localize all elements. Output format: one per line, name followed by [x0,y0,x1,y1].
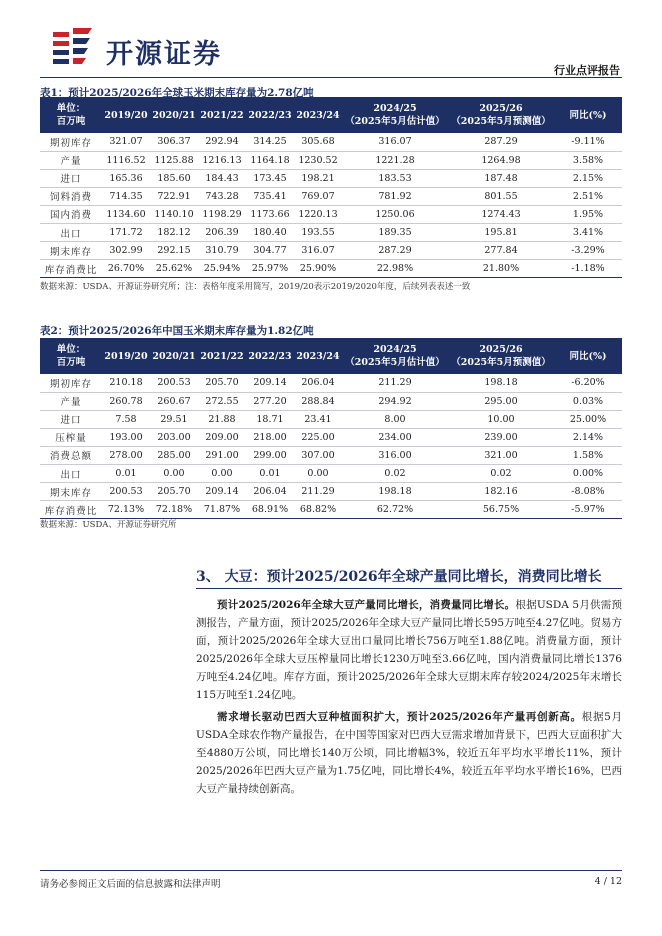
page-number: 4 / 12 [594,876,622,887]
table-cell: 198.18 [378,486,412,498]
row-label: 期初库存 [49,137,92,149]
table-cell: 193.00 [109,431,143,443]
table-cell: 2.14% [572,431,604,443]
row-label: 库存消费比 [44,505,98,517]
table-cell: 180.40 [253,227,287,239]
table2-body [40,374,622,519]
year-header: 2023/24 [296,109,340,121]
table-cell: 801.55 [484,190,518,202]
table-row [40,446,622,464]
table-cell: 22.98% [376,263,414,275]
table-row [40,392,622,410]
table-row [40,223,622,241]
table-row [40,133,622,151]
table1-title: 表1：预计2025/2026年全球玉米期末库存量为2.78亿吨 [40,87,314,99]
table-cell: 1230.52 [298,154,338,166]
table-row [40,242,622,260]
table-cell: 3.41% [572,227,604,239]
table-cell: 26.70% [107,263,145,275]
year-header: 2019/20 [104,109,148,121]
table-cell: 321.07 [109,136,143,148]
table-cell: 292.15 [157,245,191,257]
year-header: 2023/24 [296,350,340,362]
table1-source: 数据来源：USDA、开源证券研究所；注：表格年度采用简写，2019/20表示2019/2020年度，后续列表表述一致 [40,282,471,292]
table-cell: 287.29 [484,136,518,148]
footer-disclaimer: 请务必参阅正文后面的信息披露和法律声明 [40,879,221,890]
table-cell: 218.00 [253,431,287,443]
table-cell: 0.00 [163,468,185,480]
table-cell: 277.84 [484,245,518,257]
table-row [40,464,622,482]
table-cell: 287.29 [378,245,412,257]
table-cell: 1173.66 [250,208,290,220]
row-label: 饲料消费 [49,192,92,204]
table-cell: 182.12 [157,227,191,239]
table-cell: 743.28 [205,190,239,202]
page-header [40,18,622,78]
table-cell: 294.92 [378,395,412,407]
table-cell: 8.00 [384,413,406,425]
table-cell: 68.82% [299,504,337,516]
table-cell: 225.00 [301,431,335,443]
paragraph [196,596,622,704]
table-cell: 2.15% [572,172,604,184]
row-label: 压榨量 [55,433,87,445]
table-cell: 173.45 [253,172,287,184]
table-cell: 314.25 [253,136,287,148]
paragraph-body: 根据USDA 5月供需预测报告，产量方面，预计2025/2026年全球大豆产量同比增长595万吨至4.27亿吨。贸易方面，预计2025/2026年全球大豆出口量同比增长756万吨至1.88亿吨。消费量方面，预计2025/2026年全球大豆压榨量同比增长1230万吨至3.66亿吨，国内消费量同比增长1376万吨至4.24亿吨。库存方面，预计2025/2026年全球大豆期末库存较2024/2025年末增长115万吨至1.24亿吨。 [196,599,623,701]
table-cell: 0.02 [490,468,512,480]
paragraph [196,708,622,798]
table-cell: 239.00 [484,431,518,443]
year-header: 2020/21 [152,350,196,362]
table-cell: 1274.43 [481,208,521,220]
table-cell: 25.94% [203,263,241,275]
table-cell: 1198.29 [202,208,242,220]
table-cell: 0.03% [572,395,604,407]
table-header-row [40,97,622,133]
table-cell: 185.60 [157,172,191,184]
table-cell: 0.00 [307,468,329,480]
table-cell: 68.91% [251,504,289,516]
table-cell: 260.67 [157,395,191,407]
table-cell: 1134.60 [106,208,146,220]
table-cell: 278.00 [109,449,143,461]
report-type-label: 行业点评报告 [554,64,620,77]
table-cell: 316.00 [378,449,412,461]
year-header: 2020/21 [152,109,196,121]
row-label: 期初库存 [49,378,92,390]
table-cell: 1264.98 [481,154,521,166]
table-row [40,428,622,446]
table-cell: 260.78 [109,395,143,407]
table-cell: 187.48 [484,172,518,184]
table-cell: -1.18% [571,263,605,275]
table-cell: 285.00 [157,449,191,461]
row-label: 期末库存 [49,246,92,258]
table-cell: 25.97% [251,263,289,275]
table-cell: 25.90% [299,263,337,275]
year-header: 2022/23 [248,350,292,362]
table-cell: 1140.10 [154,208,194,220]
table-cell: 198.18 [484,377,518,389]
table-cell: 0.00 [211,468,233,480]
table-cell: 310.79 [205,245,239,257]
table-cell: 1216.13 [202,154,242,166]
row-label: 进口 [60,415,82,427]
paragraph-body: 根据5月USDA全球农作物产量报告，在中国等国家对巴西大豆需求增加背景下，巴西大豆面积扩大至4880万公顷，同比增长140万公顷，同比增幅3%，较近五年平均水平增长11%，预计2025/2026年巴西大豆产量为1.75亿吨，同比增长4%，较近五年平均水平增长16%，巴西大豆产量持续创新高。 [196,711,622,795]
table-cell: 1.58% [572,449,604,461]
table-row [40,260,622,278]
table-cell: -6.20% [571,377,605,389]
table-cell: 0.02 [384,468,406,480]
unit-header: 单位： 百万吨 [56,103,86,127]
table-cell: 234.00 [378,431,412,443]
table-cell: 71.87% [203,504,241,516]
table-cell: 1116.52 [106,154,146,166]
table-cell: 203.00 [157,431,191,443]
year-header: 2022/23 [248,109,292,121]
table-row [40,374,622,392]
table-cell: 211.29 [301,486,335,498]
table-cell: 182.16 [484,486,518,498]
table-cell: 200.53 [109,486,143,498]
table-cell: 62.72% [376,504,414,516]
table-cell: 209.14 [253,377,287,389]
table-cell: 722.91 [157,190,191,202]
table-cell: 781.92 [378,190,412,202]
table-cell: 0.00% [572,468,604,480]
table-cell: 72.18% [155,504,193,516]
global-corn-table [40,97,622,278]
table-cell: 205.70 [205,377,239,389]
section-divider [196,588,622,589]
table-cell: 3.58% [572,154,604,166]
table-cell: 1164.18 [250,154,290,166]
table-cell: 56.75% [482,504,520,516]
table-cell: -8.08% [571,486,605,498]
table-cell: -9.11% [571,136,605,148]
table-cell: 184.43 [205,172,239,184]
table-cell: 206.39 [205,227,239,239]
china-corn-table [40,338,622,519]
estimate-header: 2024/25 （2025年5月估计值） [345,103,445,127]
table-cell: 295.00 [484,395,518,407]
table-cell: 195.81 [484,227,518,239]
table-cell: -5.97% [571,504,605,516]
table-row [40,410,622,428]
table-cell: 769.07 [301,190,335,202]
projection-header: 2025/26 （2025年5月预测值） [451,344,551,368]
kaiyuan-logo-icon [50,22,96,68]
table-cell: 23.41 [304,413,332,425]
table-cell: 1250.06 [375,208,415,220]
table-row [40,483,622,501]
table-cell: 316.07 [301,245,335,257]
table-cell: 193.55 [301,227,335,239]
table-row [40,169,622,187]
table-cell: 2.51% [572,190,604,202]
table2-source: 数据来源：USDA、开源证券研究所 [40,520,177,530]
table-cell: 305.68 [301,136,335,148]
table-row [40,151,622,169]
row-label: 期末库存 [49,487,92,499]
table-cell: 206.04 [253,486,287,498]
table-cell: 304.77 [253,245,287,257]
table-cell: 25.00% [569,413,607,425]
table-row [40,501,622,519]
table-cell: 316.07 [378,136,412,148]
table-row [40,187,622,205]
table-cell: 302.99 [109,245,143,257]
table-cell: 200.53 [157,377,191,389]
section-heading: 3、 大豆：预计2025/2026年全球产量同比增长，消费同比增长 [196,569,602,585]
table-cell: 292.94 [205,136,239,148]
table-cell: 1125.88 [154,154,194,166]
yoy-header: 同比(%) [569,109,607,121]
table-cell: 735.41 [253,190,287,202]
table-cell: 306.37 [157,136,191,148]
row-label: 国内消费 [49,210,92,222]
table-cell: 171.72 [109,227,143,239]
row-label: 库存消费比 [44,264,98,276]
table-cell: 288.84 [301,395,335,407]
yoy-header: 同比(%) [569,350,607,362]
paragraph-lead: 预计2025/2026年全球大豆产量同比增长，消费量同比增长。 [217,599,516,611]
logo-text: 开源证券 [106,39,222,70]
year-header: 2019/20 [104,350,148,362]
table-cell: 272.55 [205,395,239,407]
table-cell: 211.29 [378,377,412,389]
table-cell: 18.71 [256,413,284,425]
table-cell: 21.88 [208,413,236,425]
table-cell: 291.00 [205,449,239,461]
table-cell: 1.95% [572,208,604,220]
table-cell: 10.00 [487,413,515,425]
year-header: 2021/22 [200,350,244,362]
table-cell: 321.00 [484,449,518,461]
row-label: 进口 [60,174,82,186]
table-cell: 209.00 [205,431,239,443]
table-header-row [40,338,622,374]
table-cell: -3.29% [571,245,605,257]
table-cell: 1220.13 [298,208,338,220]
table-cell: 25.62% [155,263,193,275]
table1-body [40,133,622,278]
table-cell: 714.35 [109,190,143,202]
footer-divider [40,870,622,871]
row-label: 产量 [60,397,82,409]
table-cell: 72.13% [107,504,145,516]
table-cell: 206.04 [301,377,335,389]
table-cell: 0.01 [115,468,137,480]
row-label: 出口 [60,469,82,481]
table-cell: 7.58 [115,413,137,425]
table-cell: 29.51 [160,413,188,425]
table-cell: 299.00 [253,449,287,461]
estimate-header: 2024/25 （2025年5月估计值） [345,344,445,368]
table-cell: 165.36 [109,172,143,184]
header-divider [40,77,622,78]
table-cell: 0.01 [259,468,281,480]
row-label: 出口 [60,228,82,240]
row-label: 产量 [60,156,82,168]
table-cell: 205.70 [157,486,191,498]
table-cell: 183.53 [378,172,412,184]
table-row [40,205,622,223]
projection-header: 2025/26 （2025年5月预测值） [451,103,551,127]
table-cell: 210.18 [109,377,143,389]
row-label: 消费总额 [49,451,92,463]
table-cell: 307.00 [301,449,335,461]
table-cell: 209.14 [205,486,239,498]
table-cell: 1221.28 [375,154,415,166]
table-cell: 189.35 [378,227,412,239]
table-cell: 277.20 [253,395,287,407]
unit-header: 单位： 百万吨 [56,344,86,368]
year-header: 2021/22 [200,109,244,121]
table-cell: 198.21 [301,172,335,184]
paragraph-lead: 需求增长驱动巴西大豆种植面积扩大，预计2025/2026年产量再创新高。 [217,711,582,723]
table2-title: 表2：预计2025/2026年中国玉米期末库存量为1.82亿吨 [40,325,314,337]
table-cell: 21.80% [482,263,520,275]
